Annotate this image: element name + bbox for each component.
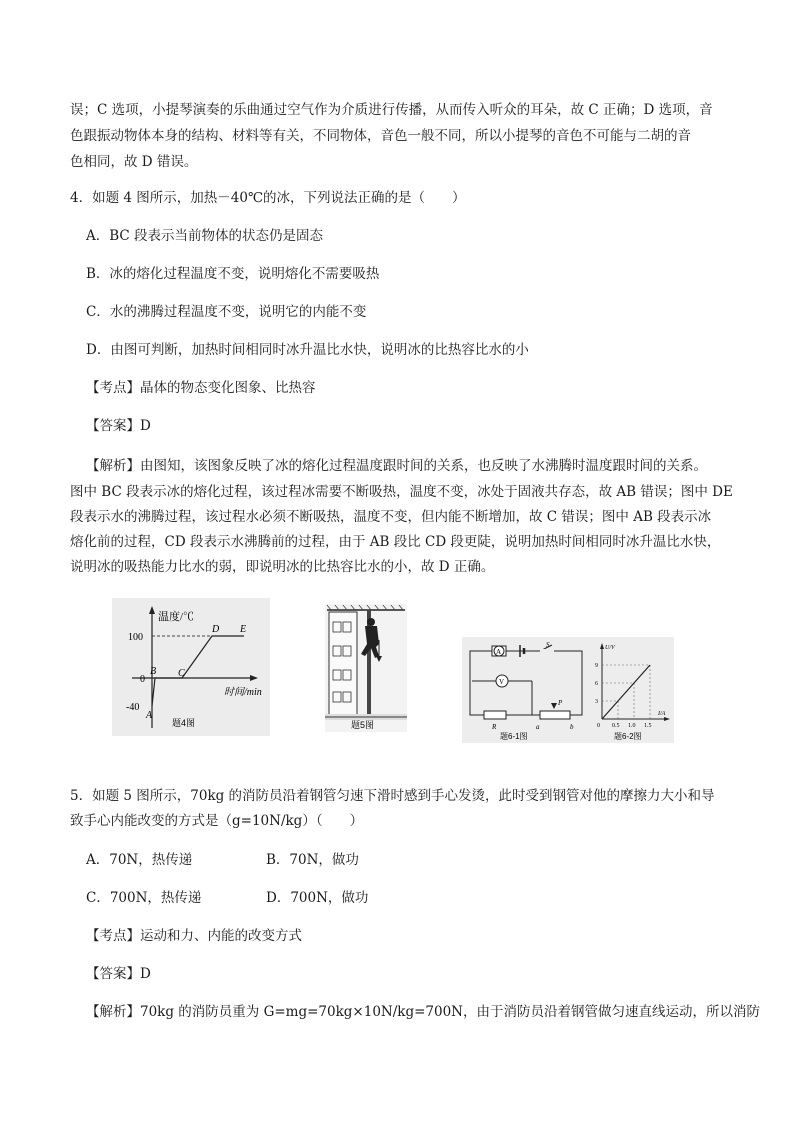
fig62-ytick-9: 9 bbox=[595, 663, 598, 669]
resistor-label: R bbox=[492, 723, 497, 731]
ammeter-label: A bbox=[496, 648, 502, 656]
question-5-line-2: 致手心内能改变的方式是（g=10N/kg）（ ） bbox=[70, 813, 364, 829]
question-4: 4．如题 4 图所示，加热－40℃的冰，下列说法正确的是（ ） bbox=[70, 190, 466, 206]
slider-label: P bbox=[558, 699, 563, 707]
switch-label: S bbox=[546, 641, 550, 649]
fig62-ytick-6: 6 bbox=[595, 681, 598, 687]
fig4-caption: 题4图 bbox=[172, 718, 196, 728]
analysis-5-line-1: 【解析】70kg 的消防员重为 G=mg=70kg×10N/kg=700N，由于消防员沿着钢管做匀速直线运动，所以消防 bbox=[86, 1004, 760, 1020]
fig4-tick-100: 100 bbox=[128, 632, 143, 643]
option-4b: B．冰的熔化过程温度不变，说明熔化不需要吸热 bbox=[86, 266, 380, 282]
fig4-point-e: E bbox=[240, 624, 247, 635]
fig4-point-b: B bbox=[150, 666, 157, 677]
option-5c: C．700N，热传递 bbox=[86, 890, 202, 906]
topic-5: 【考点】运动和力、内能的改变方式 bbox=[86, 928, 302, 944]
option-5b: B．70N，做功 bbox=[266, 852, 359, 868]
fig62-xtick-10: 1.0 bbox=[628, 723, 636, 729]
option-4d: D．由图可判断，加热时间相同时冰升温比水快，说明冰的比热容比水的小 bbox=[86, 342, 529, 358]
analysis-4-line-5: 说明冰的吸热能力比水的弱，即说明冰的比热容比水的小，故 D 正确。 bbox=[70, 559, 495, 575]
fig4-point-c: C bbox=[178, 668, 185, 679]
fig4-xlabel: 时间/min bbox=[224, 687, 262, 698]
fig61-caption: 题6-1图 bbox=[500, 732, 528, 741]
fig62-ytick-3: 3 bbox=[595, 699, 598, 705]
text-line-2: 色跟振动物体本身的结构、材料等有关，不同物体，音色一般不同，所以小提琴的音色不可能与二胡的音 bbox=[70, 128, 691, 144]
topic-4: 【考点】晶体的物态变化图象、比热容 bbox=[86, 380, 316, 396]
analysis-4-line-2: 图中 BC 段表示冰的熔化过程，该过程冰需要不断吸热，温度不变，冰处于固液共存态，故 AB 错误；图中 DE bbox=[70, 484, 733, 500]
fig4-point-a: A bbox=[146, 710, 153, 721]
text-line-3: 色相同，故 D 错误。 bbox=[70, 154, 198, 170]
fig4-tick-0: 0 bbox=[140, 674, 145, 685]
question-5-line-1: 5．如题 5 图所示，70kg 的消防员沿着钢管匀速下滑时感到手心发烫，此时受到钢管对他的摩擦力大小和导 bbox=[70, 788, 715, 804]
rheostat-icon bbox=[540, 711, 570, 719]
answer-5: 【答案】D bbox=[86, 966, 151, 982]
fig62-xtick-0: 0 bbox=[597, 723, 600, 729]
option-5a: A．70N，热传递 bbox=[86, 852, 193, 868]
text-line-1: 误；C 选项，小提琴演奏的乐曲通过空气作为介质进行传播，从而传入听众的耳朵，故 C 正确；D 选项，音 bbox=[70, 102, 713, 118]
rheostat-end-b: b bbox=[570, 723, 574, 731]
option-4a: A．BC 段表示当前物体的状态仍是固态 bbox=[86, 228, 324, 244]
resistor-icon bbox=[484, 711, 506, 719]
fig4-tick-m40: -40 bbox=[126, 702, 140, 713]
analysis-4-line-4: 熔化前的过程，CD 段表示水沸腾前的过程，由于 AB 段比 CD 段更陡，说明加热时间相同时冰升温比水快， bbox=[70, 534, 721, 550]
fig62-caption: 题6-2图 bbox=[614, 732, 642, 741]
fig4-ylabel: 温度/℃ bbox=[158, 611, 195, 623]
rheostat-end-a: a bbox=[536, 723, 540, 731]
fig62-xtick-05: 0.5 bbox=[612, 723, 620, 729]
analysis-4-line-1: 【解析】由图知，该图象反映了冰的熔化过程温度跟时间的关系，也反映了水沸腾时温度跟时间的关系。 bbox=[86, 458, 707, 474]
fig62-ylabel: U/V bbox=[605, 645, 615, 651]
fig5-caption: 题5图 bbox=[351, 720, 375, 730]
figure-5 bbox=[325, 604, 407, 732]
fig62-xtick-15: 1.5 bbox=[644, 723, 652, 729]
analysis-4-line-3: 段表示水的沸腾过程，该过程水必须不断吸热，温度不变，但内能不断增加，故 C 错误；图中 AB 段表示冰 bbox=[70, 509, 712, 525]
fig4-point-d: D bbox=[212, 624, 220, 635]
option-4c: C．水的沸腾过程温度不变，说明它的内能不变 bbox=[86, 304, 367, 320]
figure-4 bbox=[112, 598, 270, 736]
option-5d: D．700N，做功 bbox=[266, 890, 369, 906]
figure-6 bbox=[462, 637, 674, 743]
voltmeter-label: V bbox=[499, 678, 505, 686]
fig62-xlabel: I/A bbox=[658, 711, 666, 717]
answer-4: 【答案】D bbox=[86, 418, 151, 434]
